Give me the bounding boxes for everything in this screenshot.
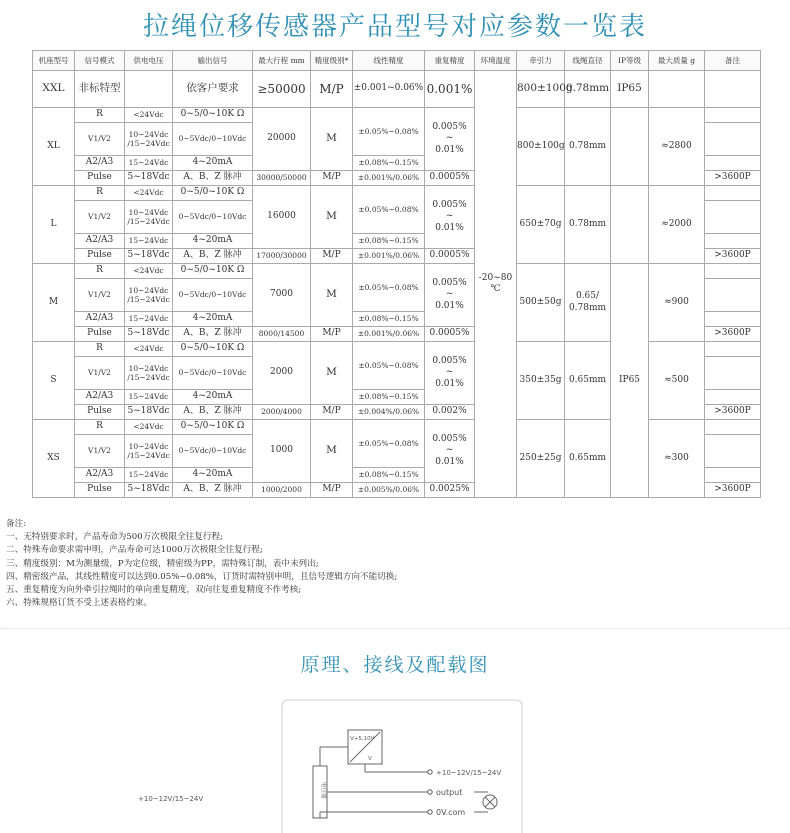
- table-cell: 10~24Vdc /15~24Vdc: [125, 201, 173, 234]
- table-cell: [705, 279, 761, 312]
- table-cell: [705, 234, 761, 249]
- table-cell: [705, 390, 761, 405]
- column-header: 牵引力: [517, 51, 565, 71]
- repeat-tilde: ~: [445, 289, 454, 300]
- table-cell: 0~5/0~10K Ω: [173, 108, 253, 123]
- table-cell: 800±100g: [517, 71, 565, 108]
- table-cell: M: [311, 420, 353, 483]
- table-cell: ±0.001%/0.06%: [353, 327, 425, 342]
- table-cell: Pulse: [75, 483, 125, 498]
- table-cell: ±0.001%/0.06%: [353, 171, 425, 186]
- repeat-tilde: ~: [445, 133, 454, 144]
- left-voltage-label: +10~12V/15~24V: [138, 795, 204, 803]
- temperature-cell: -20~80 ℃: [475, 71, 517, 498]
- table-cell: 4~20mA: [173, 390, 253, 405]
- spec-table: [32, 50, 761, 498]
- note-line: 五、重复精度为向外牵引拉绳时的单向重复精度，双向往复重复精度不作考核;: [6, 585, 302, 596]
- table-cell: [705, 264, 761, 279]
- table-cell: ±0.05%~0.08%: [353, 108, 425, 156]
- table-cell: 250±25g: [517, 420, 565, 498]
- column-header: 信号模式: [75, 51, 125, 71]
- table-cell: M/P: [311, 327, 353, 342]
- repeat-top: 0.005%: [432, 200, 467, 211]
- table-cell: [705, 201, 761, 234]
- terminal-3-label: 0V.com: [436, 808, 466, 817]
- table-cell: 15~24Vdc: [125, 390, 173, 405]
- table-cell: <24Vdc: [125, 108, 173, 123]
- table-cell: M: [311, 264, 353, 327]
- terminal-3: [428, 810, 432, 814]
- table-cell: ≈900: [649, 264, 705, 342]
- model-cell: L: [33, 186, 75, 264]
- repeat-top: 0.005%: [432, 356, 467, 367]
- table-cell: 800±100g: [517, 108, 565, 186]
- table-cell: 依客户要求: [173, 71, 253, 108]
- table-cell: [705, 123, 761, 156]
- repeat-top: 0.005%: [432, 434, 467, 445]
- table-cell: A、B、Z 脉冲: [173, 327, 253, 342]
- signal-r: R: [75, 186, 125, 201]
- regulator-top-label: V+5,10V: [350, 736, 375, 742]
- table-cell: V1/V2: [75, 435, 125, 468]
- table-cell: 16000: [253, 186, 311, 249]
- table-cell: ≥50000: [253, 71, 311, 108]
- table-cell: ±0.05%~0.08%: [353, 264, 425, 312]
- table-cell: V1/V2: [75, 201, 125, 234]
- table-cell: M/P: [311, 171, 353, 186]
- table-cell: A、B、Z 脉冲: [173, 483, 253, 498]
- table-cell: 8000/14500: [253, 327, 311, 342]
- table-cell: 0.65mm: [565, 420, 611, 498]
- column-header: 输出信号: [173, 51, 253, 71]
- table-cell: Pulse: [75, 249, 125, 264]
- table-cell: 5~18Vdc: [125, 327, 173, 342]
- model-cell: XL: [33, 108, 75, 186]
- table-cell: ≈2800: [649, 108, 705, 186]
- table-cell: 4~20mA: [173, 468, 253, 483]
- table-row: [33, 71, 761, 108]
- repeat-tilde: ~: [445, 367, 454, 378]
- table-cell: Pulse: [75, 327, 125, 342]
- table-cell: [705, 342, 761, 357]
- note-cell: >3600P: [705, 483, 761, 498]
- note-cell: >3600P: [705, 327, 761, 342]
- table-cell: 10~24Vdc /15~24Vdc: [125, 123, 173, 156]
- wiring-diagram: [0, 690, 790, 833]
- table-cell: 0~5Vdc/0~10Vdc: [173, 123, 253, 156]
- table-cell: <24Vdc: [125, 342, 173, 357]
- table-cell: 500±50g: [517, 264, 565, 342]
- table-cell: ±0.08%~0.15%: [353, 390, 425, 405]
- table-cell: [611, 108, 649, 186]
- table-cell: 0.0005%: [425, 171, 475, 186]
- table-cell: <24Vdc: [125, 420, 173, 435]
- signal-r: R: [75, 108, 125, 123]
- table-cell: V1/V2: [75, 357, 125, 390]
- table-cell: 2000/4000: [253, 405, 311, 420]
- table-row: [33, 264, 761, 279]
- repeat-tilde: ~: [445, 445, 454, 456]
- table-row: [33, 342, 761, 357]
- table-cell: 0.65/ 0.78mm: [565, 264, 611, 342]
- table-cell: ±0.004%/0.06%: [353, 405, 425, 420]
- table-cell: IP65: [611, 71, 649, 108]
- table-cell: 0~5Vdc/0~10Vdc: [173, 279, 253, 312]
- table-cell: 0.78mm: [565, 186, 611, 264]
- note-line: 一、无特别要求时，产品寿命为500万次极限全往复行程;: [6, 532, 223, 543]
- repeat-precision-cell: [425, 186, 475, 249]
- table-cell: 0~5/0~10K Ω: [173, 264, 253, 279]
- table-cell: 非标特型: [75, 71, 125, 108]
- table-cell: 15~24Vdc: [125, 156, 173, 171]
- table-cell: M: [311, 186, 353, 249]
- note-line: 六、特殊规格订货不受上述表格约束。: [6, 598, 153, 609]
- table-header-row: [33, 51, 761, 71]
- repeat-bottom: 0.01%: [435, 300, 464, 311]
- table-cell: [705, 186, 761, 201]
- table-cell: 0~5Vdc/0~10Vdc: [173, 357, 253, 390]
- divider: [0, 628, 790, 630]
- repeat-bottom: 0.01%: [435, 144, 464, 155]
- column-header: 最大行程 mm: [253, 51, 311, 71]
- repeat-precision-cell: [425, 420, 475, 483]
- table-cell: ±0.08%~0.15%: [353, 468, 425, 483]
- table-cell: V1/V2: [75, 279, 125, 312]
- table-cell: 350±35g: [517, 342, 565, 420]
- table-cell: 0.001%: [425, 71, 475, 108]
- table-cell: 4~20mA: [173, 234, 253, 249]
- table-cell: ≈300: [649, 420, 705, 498]
- table-cell: M/P: [311, 483, 353, 498]
- table-cell: Pulse: [75, 405, 125, 420]
- table-cell: M: [311, 342, 353, 405]
- column-header: 机座型号: [33, 51, 75, 71]
- note-line: 四、精密级产品，其线性精度可以达到0.05%~0.08%，订货时需特别申明，且信号逻辑方向不能切换;: [6, 571, 398, 582]
- model-cell: XS: [33, 420, 75, 498]
- table-cell: 0.65mm: [565, 342, 611, 420]
- notes: [6, 518, 397, 610]
- repeat-precision-cell: [425, 342, 475, 405]
- table-cell: [705, 420, 761, 435]
- table-cell: [705, 71, 761, 108]
- table-cell: 15~24Vdc: [125, 468, 173, 483]
- table-cell: <24Vdc: [125, 186, 173, 201]
- table-cell: ±0.05%~0.08%: [353, 420, 425, 468]
- table-cell: 5~18Vdc: [125, 483, 173, 498]
- table-cell: 0~5/0~10K Ω: [173, 186, 253, 201]
- table-row: [33, 420, 761, 435]
- table-cell: 4~20mA: [173, 156, 253, 171]
- column-header: 精度级别*: [311, 51, 353, 71]
- table-cell: M: [311, 108, 353, 171]
- table-cell: ±0.05%~0.08%: [353, 342, 425, 390]
- table-cell: A、B、Z 脉冲: [173, 405, 253, 420]
- column-header: 环境温度: [475, 51, 517, 71]
- table-cell: [649, 71, 705, 108]
- column-header: 备注: [705, 51, 761, 71]
- table-cell: 10~24Vdc /15~24Vdc: [125, 435, 173, 468]
- table-cell: [705, 435, 761, 468]
- table-cell: <24Vdc: [125, 264, 173, 279]
- repeat-bottom: 0.01%: [435, 222, 464, 233]
- table-cell: A2/A3: [75, 468, 125, 483]
- table-cell: 10~24Vdc /15~24Vdc: [125, 357, 173, 390]
- table-cell: [705, 156, 761, 171]
- terminal-2: [428, 790, 432, 794]
- signal-r: R: [75, 264, 125, 279]
- table-cell: ±0.005%/0.06%: [353, 483, 425, 498]
- note-line: 二、特殊寿命要求需申明，产品寿命可达1000万次极限全往复行程;: [6, 545, 263, 556]
- table-cell: M/P: [311, 249, 353, 264]
- table-cell: M/P: [311, 405, 353, 420]
- table-cell: 0.0005%: [425, 249, 475, 264]
- table-cell: ±0.001%/0.06%: [353, 249, 425, 264]
- signal-r: R: [75, 342, 125, 357]
- table-cell: 0~5Vdc/0~10Vdc: [173, 435, 253, 468]
- table-cell: [611, 186, 649, 264]
- table-cell: 20000: [253, 108, 311, 171]
- terminal-1-label: +10~12V/15~24V: [436, 769, 502, 777]
- table-cell: 650±70g: [517, 186, 565, 264]
- table-cell: 5~18Vdc: [125, 405, 173, 420]
- repeat-precision-cell: [425, 264, 475, 327]
- repeat-tilde: ~: [445, 211, 454, 222]
- table-cell: 10~24Vdc /15~24Vdc: [125, 279, 173, 312]
- note-cell: >3600P: [705, 171, 761, 186]
- table-cell: M/P: [311, 71, 353, 108]
- table-cell: V1/V2: [75, 123, 125, 156]
- table-cell: 0.78mm: [565, 71, 611, 108]
- table-cell: 0.002%: [425, 405, 475, 420]
- column-header: 最大质量 g: [649, 51, 705, 71]
- table-cell: 4~20mA: [173, 312, 253, 327]
- table-cell: 5~18Vdc: [125, 171, 173, 186]
- note-line: 三、精度级别：M为测量级，P为定位级，精密级为PP，需特殊订制，表中未列出;: [6, 558, 319, 569]
- terminal-1: [428, 770, 432, 774]
- note-cell: >3600P: [705, 405, 761, 420]
- table-cell: A2/A3: [75, 390, 125, 405]
- repeat-precision-cell: [425, 108, 475, 171]
- table-cell: ±0.08%~0.15%: [353, 156, 425, 171]
- signal-r: R: [75, 420, 125, 435]
- section-title: 原理、接线及配载图: [300, 654, 490, 676]
- column-header: IP等级: [611, 51, 649, 71]
- column-header: 线性精度: [353, 51, 425, 71]
- table-row: [33, 108, 761, 123]
- ip-cell: IP65: [611, 264, 649, 498]
- page-title: 拉绳位移传感器产品型号对应参数一览表: [142, 12, 647, 42]
- repeat-bottom: 0.01%: [435, 378, 464, 389]
- table-cell: 2000: [253, 342, 311, 405]
- column-header: 重复精度: [425, 51, 475, 71]
- model-cell: XXL: [33, 71, 75, 108]
- table-cell: A2/A3: [75, 156, 125, 171]
- table-cell: A、B、Z 脉冲: [173, 249, 253, 264]
- note-cell: >3600P: [705, 249, 761, 264]
- table-cell: ±0.08%~0.15%: [353, 312, 425, 327]
- table-cell: ±0.08%~0.15%: [353, 234, 425, 249]
- table-cell: 1000: [253, 420, 311, 483]
- table-cell: [705, 312, 761, 327]
- repeat-bottom: 0.01%: [435, 456, 464, 467]
- table-cell: 30000/50000: [253, 171, 311, 186]
- table-cell: 5~18Vdc: [125, 249, 173, 264]
- table-cell: 0.78mm: [565, 108, 611, 186]
- table-cell: [705, 357, 761, 390]
- potentiometer-label: 电位器: [320, 782, 326, 799]
- terminal-2-label: output: [436, 788, 463, 797]
- model-cell: M: [33, 264, 75, 342]
- column-header: 线绳直径: [565, 51, 611, 71]
- repeat-top: 0.005%: [432, 122, 467, 133]
- table-cell: ≈500: [649, 342, 705, 420]
- column-header: 供电电压: [125, 51, 173, 71]
- table-cell: 0~5/0~10K Ω: [173, 342, 253, 357]
- table-cell: 0.0025%: [425, 483, 475, 498]
- table-cell: 0.0005%: [425, 327, 475, 342]
- table-cell: ±0.001~0.06%: [353, 71, 425, 108]
- regulator-bottom-label: V: [368, 756, 372, 762]
- table-cell: [125, 71, 173, 108]
- table-cell: A2/A3: [75, 312, 125, 327]
- table-cell: [705, 468, 761, 483]
- table-cell: 0~5Vdc/0~10Vdc: [173, 201, 253, 234]
- table-cell: 1000/2000: [253, 483, 311, 498]
- table-row: [33, 186, 761, 201]
- table-cell: [705, 108, 761, 123]
- table-cell: ±0.05%~0.08%: [353, 186, 425, 234]
- table-cell: 0~5/0~10K Ω: [173, 420, 253, 435]
- table-cell: Pulse: [75, 171, 125, 186]
- table-cell: 17000/30000: [253, 249, 311, 264]
- notes-title: 备注:: [6, 519, 27, 529]
- table-cell: A2/A3: [75, 234, 125, 249]
- repeat-top: 0.005%: [432, 278, 467, 289]
- table-cell: 7000: [253, 264, 311, 327]
- model-cell: S: [33, 342, 75, 420]
- table-cell: 15~24Vdc: [125, 234, 173, 249]
- table-cell: A、B、Z 脉冲: [173, 171, 253, 186]
- table-cell: ≈2000: [649, 186, 705, 264]
- table-cell: 15~24Vdc: [125, 312, 173, 327]
